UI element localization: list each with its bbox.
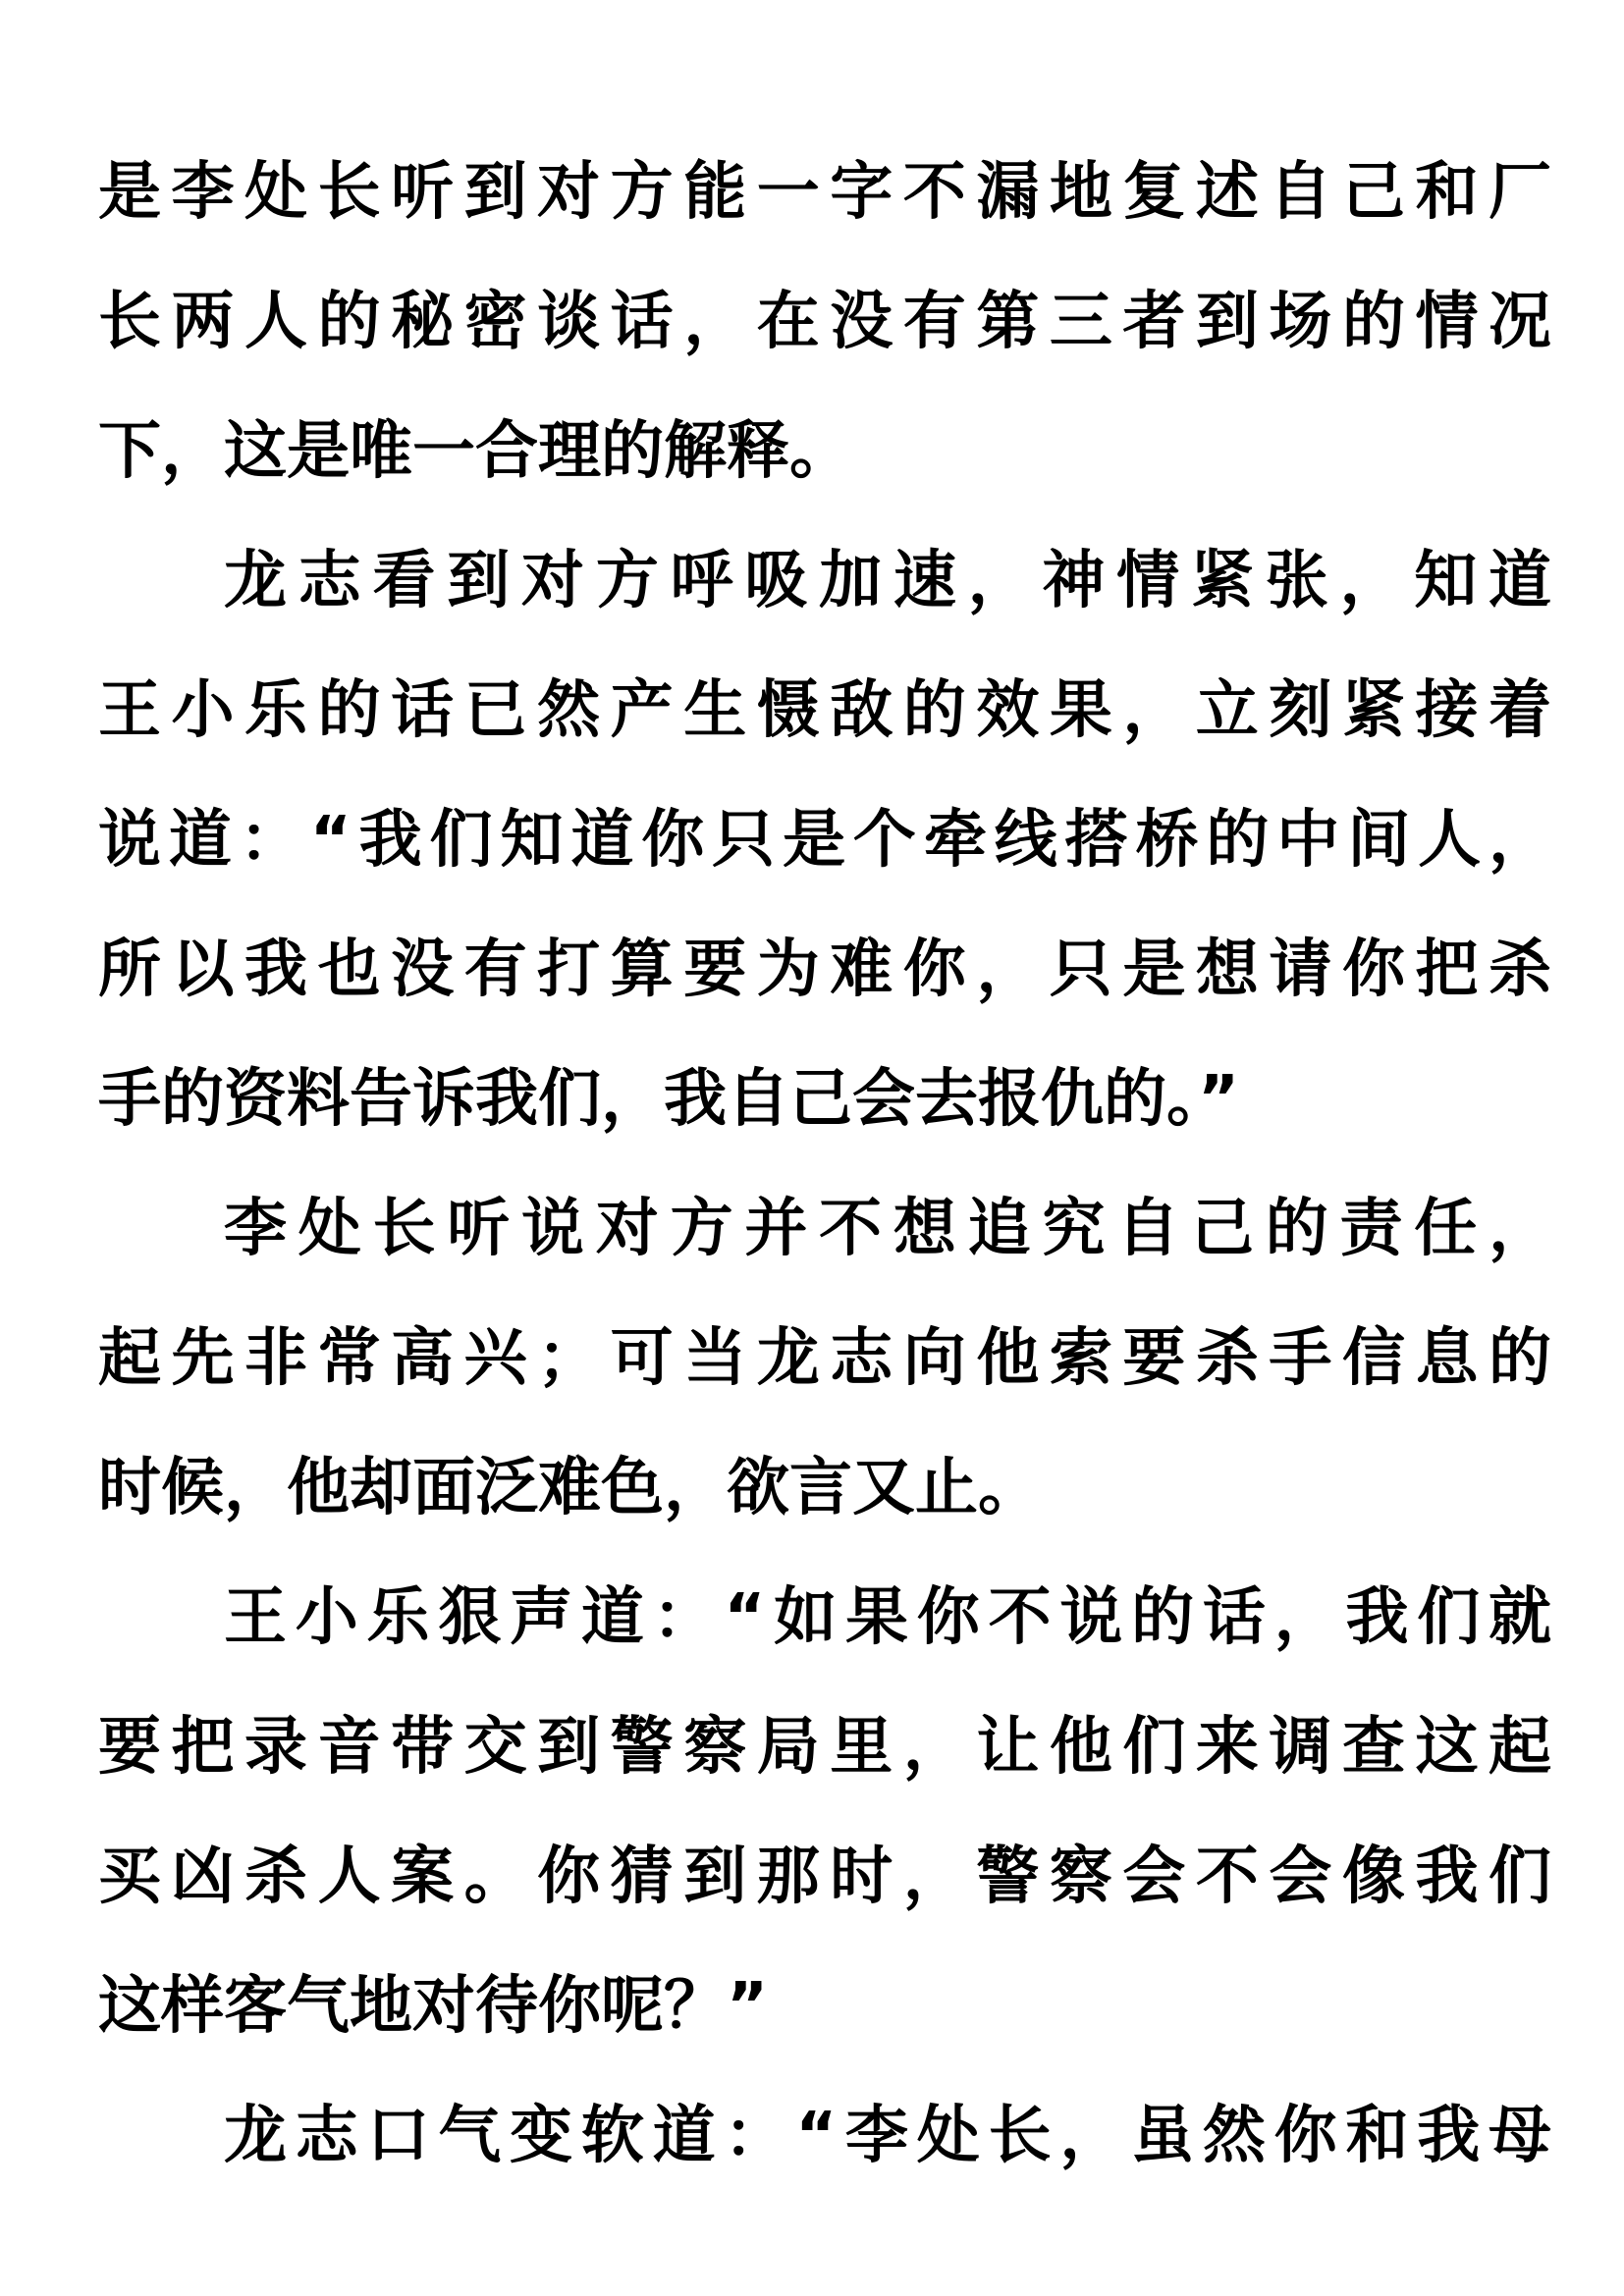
text-line: 手的资料告诉我们，我自己会去报仇的。”: [98, 1063, 1240, 1136]
paragraph-first-line: 龙志看到对方呼吸加速，神情紧张，知道: [224, 545, 1551, 617]
paragraph-first-line: 王小乐狠声道：“如果你不说的话，我们就: [224, 1581, 1551, 1654]
text-line: 长两人的秘密谈话，在没有第三者到场的情况: [98, 286, 1551, 358]
text-line: 这样客气地对待你呢？”: [98, 1970, 769, 2043]
text-line: 说道：“我们知道你只是个牵线搭桥的中间人，: [98, 804, 1551, 877]
text-line: 起先非常高兴；可当龙志向他索要杀手信息的: [98, 1322, 1551, 1395]
paragraph-first-line: 龙志口气变软道：“李处长，虽然你和我母: [224, 2100, 1551, 2172]
text-line: 下，这是唯一合理的解释。: [98, 415, 852, 488]
paragraph-first-line: 李处长听说对方并不想追究自己的责任，: [224, 1193, 1551, 1265]
text-line: 要把录音带交到警察局里，让他们来调查这起: [98, 1711, 1551, 1784]
text-line: 时候，他却面泛难色，欲言又止。: [98, 1452, 1041, 1524]
text-line: 所以我也没有打算要为难你，只是想请你把杀: [98, 934, 1551, 1006]
text-line: 王小乐的话已然产生慑敌的效果，立刻紧接着: [98, 674, 1551, 747]
text-line: 是李处长听到对方能一字不漏地复述自己和厂: [98, 156, 1551, 229]
text-line: 买凶杀人案。你猜到那时，警察会不会像我们: [98, 1841, 1551, 1913]
body-text: [98, 128, 1551, 2201]
